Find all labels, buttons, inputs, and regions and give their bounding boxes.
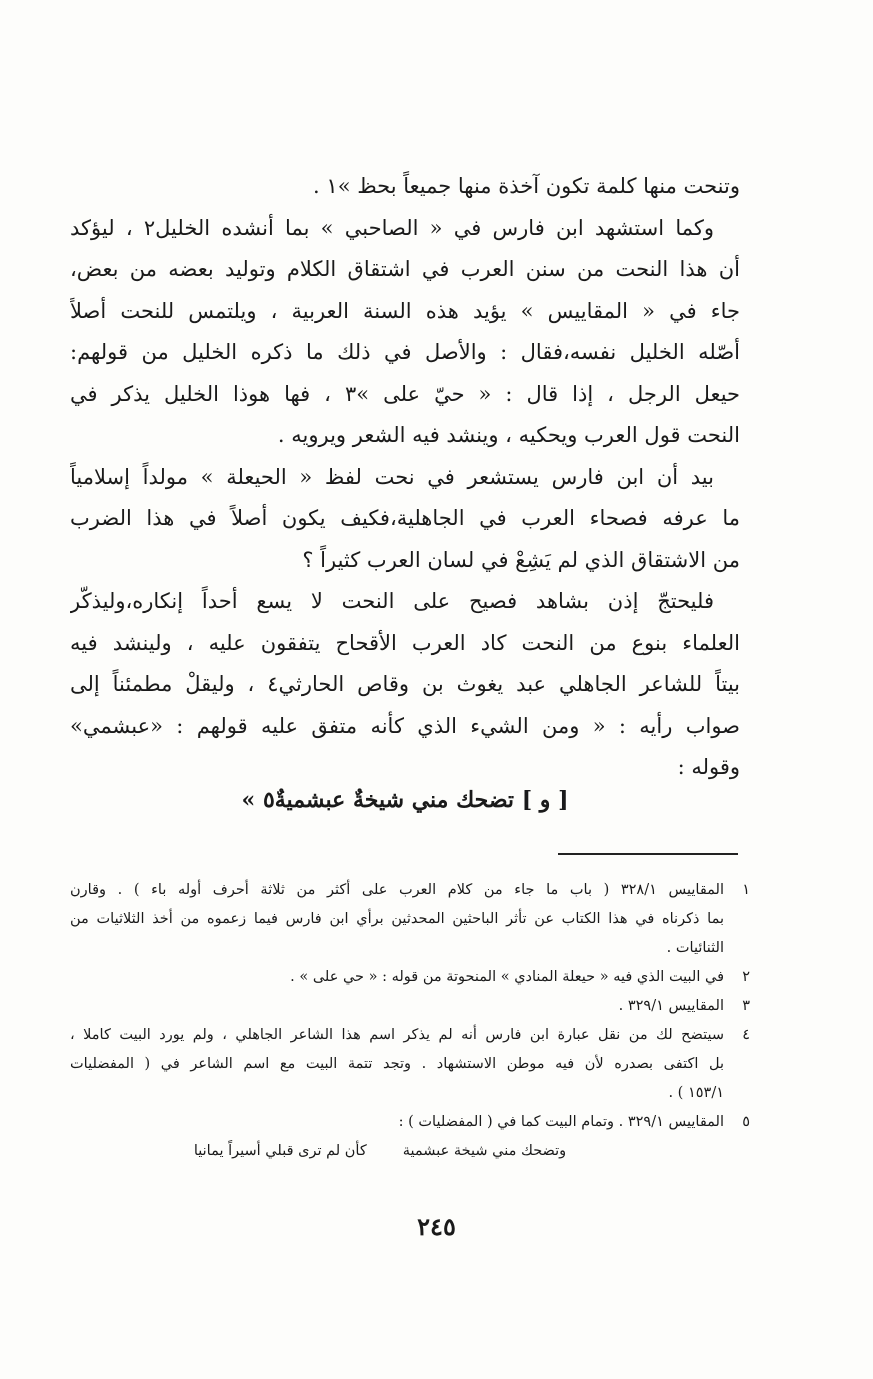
footnote-1 [70, 876, 750, 963]
verse-second-hemistich: كأن لم ترى قبلي أسيراً يمانيا [193, 1143, 367, 1159]
footnote-number: ١ [742, 882, 750, 898]
footnote-divider [558, 853, 738, 855]
text-line: من الاشتقاق الذي لم يَشِعْ في لسان العرب كثيراً ؟ [302, 547, 740, 572]
text-line: صواب رأيه : « ومن الشيء الذي كأنه متفق عليه قولهم : «عبشمي» [70, 713, 740, 738]
text-line: أصّله الخليل نفسه،فقال : والأصل في ذلك ما ذكره الخليل من قولهم: [70, 340, 740, 364]
text-line: جاء في « المقاييس » يؤيد هذه السنة العربية ، ويلتمس للنحت أصلاً [70, 298, 740, 323]
text-line: بيتاً للشاعر الجاهلي عبد يغوث بن وقاص الحارثي٤ ، وليقلْ مطمئناً إلى [70, 672, 740, 696]
footnote-number: ٤ [742, 1027, 750, 1043]
text-line: وقوله : [677, 755, 740, 779]
text-line: أن هذا النحت من سنن العرب في اشتقاق الكلام وتوليد بعضه من بعض، [70, 257, 740, 281]
footnote-4 [70, 1021, 750, 1108]
text-line: العلماء بنوع من النحت كاد العرب الأقحاح يتفقون عليه ، ولينشد فيه [70, 630, 740, 655]
footnotes [70, 876, 750, 1165]
footnote-5 [70, 1108, 750, 1137]
text-line: ما عرفه فصحاء العرب في الجاهلية،فكيف يكون أصلاً في هذا الضرب [70, 506, 740, 530]
footnote-line: ١٥٣/١ ) . [668, 1085, 724, 1101]
footnote-line: في البيت الذي فيه « حيعلة المنادي » المنحوتة من قوله : « حي على » . [290, 969, 724, 985]
main-text [70, 166, 740, 789]
footnote-line: المقاييس ٣٢٩/١ . [618, 998, 724, 1014]
footnote-line: بل اكتفى بصدره لأن فيه موطن الاستشهاد . وتجد تتمة البيت مع اسم الشاعر في ( المفضليات [70, 1056, 724, 1072]
page-number: ٢٤٥ [417, 1212, 456, 1241]
footnote-number: ٢ [742, 969, 750, 985]
footnote-line: المقاييس ٣٢٨/١ ( باب ما جاء من كلام العرب على أكثر من ثلاثة أحرف أوله باء ) . وقارن [70, 882, 724, 898]
footnote-number: ٥ [742, 1114, 750, 1130]
quoted-verse: [ و ] تضحك مني شيخةٌ عبشميةٌ٥ » [241, 787, 569, 813]
text-line: وكما استشهد ابن فارس في « الصاحبي » بما أنشده الخليل٢ ، ليؤكد [70, 215, 715, 240]
footnote-3 [70, 992, 750, 1021]
footnote-2 [70, 963, 750, 992]
footnote-line: بما ذكرناه في هذا الكتاب عن تأثر الباحثين المحدثين برأي ابن فارس فيما زعموه من أخذ الثلاثيات من [70, 911, 724, 927]
verse-first-hemistich: وتضحك مني شيخة عبشمية [402, 1143, 567, 1159]
text-line: النحت قول العرب ويحكيه ، وينشد فيه الشعر ويرويه . [277, 423, 740, 447]
footnote-verse [70, 1137, 690, 1165]
text-line: بيد أن ابن فارس يستشعر في نحت لفظ « الحيعلة » مولداً إسلامياً [70, 464, 714, 489]
text-line: فليحتجّ إذن بشاهد فصيح على النحت لا يسع أحداً إنكاره،وليذكّر [70, 589, 714, 613]
footnote-line: المقاييس ٣٢٩/١ . وتمام البيت كما في ( المفضليات ) : [398, 1114, 724, 1130]
text-line: وتنحت منها كلمة تكون آخذة منها جميعاً بحظ »١ . [313, 174, 740, 198]
footnote-line: سيتضح لك من نقل عبارة ابن فارس أنه لم يذكر اسم هذا الشاعر الجاهلي ، ولم يورد البيت كاملا ، [70, 1027, 724, 1043]
footnote-number: ٣ [742, 998, 750, 1014]
text-line: حيعل الرجل ، إذا قال : « حيّ على »٣ ، فها هوذا الخليل يذكر في [70, 381, 740, 406]
footnote-line: الثنائيات . [666, 940, 724, 956]
